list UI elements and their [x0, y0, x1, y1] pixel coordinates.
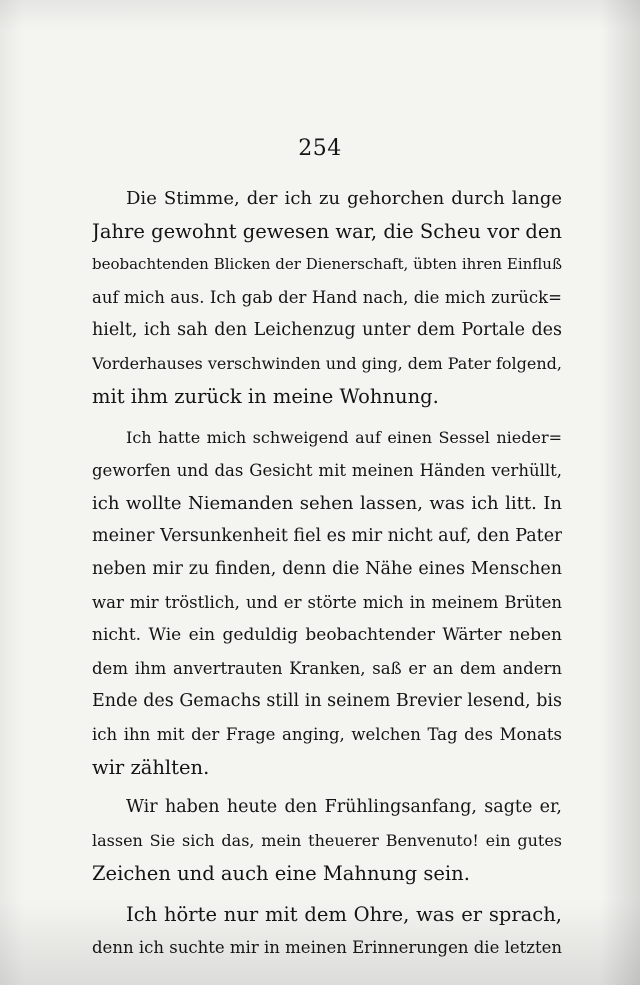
text-line: denn ich suchte mir in meinen Erinnerungen die letzten [92, 937, 562, 957]
text-line: Die Stimme, der ich zu gehorchen durch lange [126, 188, 562, 209]
text-line: Zeichen und auch eine Mahnung sein. [92, 862, 470, 885]
text-line: hielt, ich sah den Leichenzug unter dem Portale des [92, 320, 562, 340]
text-line: Vorderhauses verschwinden und ging, dem Pater folgend, [92, 354, 562, 373]
text-line: lassen Sie sich das, mein theuerer Benvenuto! ein gutes [92, 831, 562, 850]
text-line: war mir tröstlich, und er störte mich in meinem Brüten [92, 592, 562, 612]
text-line: Ich hörte nur mit dem Ohre, was er sprach, [126, 902, 562, 926]
text-line: Ich hatte mich schweigend auf einen Sessel nieder= [126, 427, 562, 447]
text-line: dem ihm anvertrauten Kranken, saß er an dem andern [92, 658, 562, 678]
body-text [92, 182, 562, 964]
paragraph [92, 421, 562, 784]
paragraph-gap [92, 784, 562, 792]
text-line: meiner Versunkenheit fiel es mir nicht auf, den Pater [92, 525, 562, 546]
paragraph-gap [92, 413, 562, 421]
text-line: ich ihn mit der Frage anging, welchen Tag des Monats [92, 724, 562, 744]
paragraph-gap [92, 890, 562, 898]
text-line: mit ihm zurück in meine Wohnung. [92, 385, 439, 408]
text-line: beobachtenden Blicken der Dienerschaft, übten ihren Einfluß [92, 255, 562, 273]
text-line: nicht. Wie ein geduldig beobachtender Wärter neben [92, 624, 562, 645]
text-line: neben mir zu finden, denn die Nähe eines Menschen [92, 558, 562, 579]
text-line: Ende des Gemachs still in seinem Brevier lesend, bis [92, 690, 562, 711]
text-line: auf mich aus. Ich gab der Hand nach, die mich zurück= [92, 288, 562, 307]
paragraph [92, 791, 562, 890]
paragraph [92, 898, 562, 964]
text-line: geworfen und das Gesicht mit meinen Händen verhüllt, [92, 460, 562, 480]
text-line: ich wollte Niemanden sehen lassen, was ich litt. In [92, 492, 562, 514]
paragraph [92, 182, 562, 413]
text-line: Wir haben heute den Frühlingsanfang, sagte er, [126, 797, 562, 817]
text-line: wir zählten. [92, 755, 210, 779]
text-line: Jahre gewohnt gewesen war, die Scheu vor den [92, 220, 562, 243]
page-number: 254 [298, 136, 342, 161]
